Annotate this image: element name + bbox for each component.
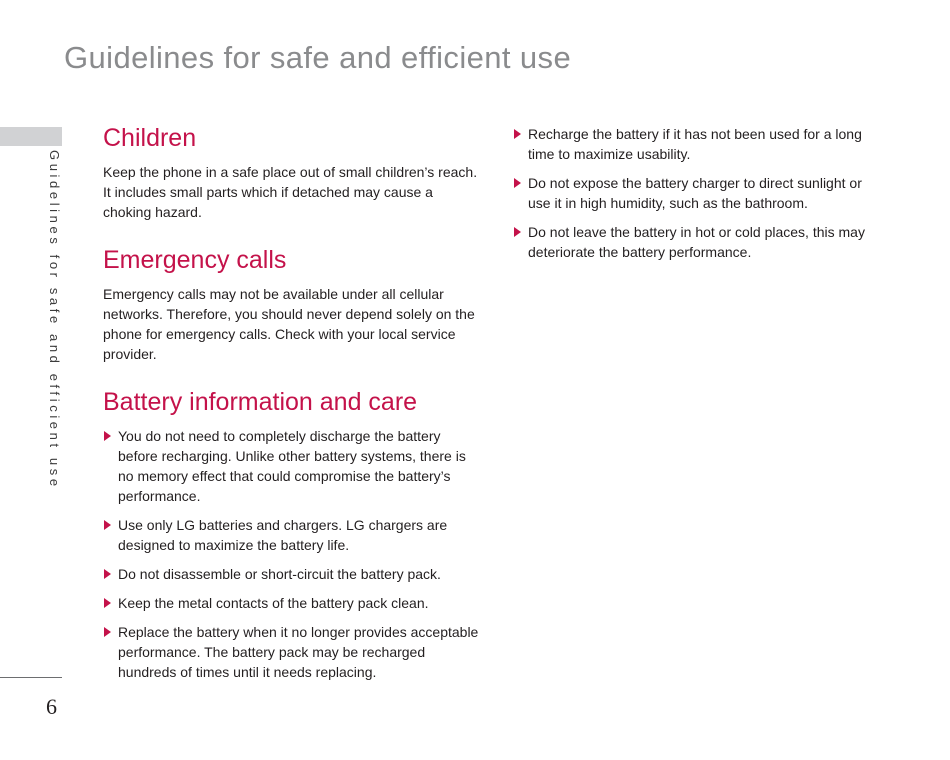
- list-item-text: Do not expose the battery charger to direct sunlight or use it in high humidity, such as the bathroom.: [528, 175, 862, 211]
- battery-bullet-list-left: [103, 426, 483, 682]
- triangle-bullet-icon: [104, 431, 111, 441]
- list-item-text: Replace the battery when it no longer provides acceptable performance. The battery pack may be recharged hundreds of times until it needs replacing.: [118, 624, 479, 680]
- list-item-text: Use only LG batteries and chargers. LG chargers are designed to maximize the battery life.: [118, 517, 448, 553]
- list-item: [513, 173, 888, 213]
- triangle-bullet-icon: [514, 227, 521, 237]
- list-item: [103, 622, 483, 682]
- page-title: Guidelines for safe and efficient use: [64, 40, 572, 75]
- list-item-text: Do not disassemble or short-circuit the battery pack.: [118, 566, 441, 582]
- list-item: [103, 564, 483, 584]
- triangle-bullet-icon: [104, 569, 111, 579]
- emergency-text: Emergency calls may not be available under all cellular networks. Therefore, you should never depend solely on the phone for emergency calls. Check with your local service provider.: [103, 286, 475, 362]
- triangle-bullet-icon: [104, 598, 111, 608]
- list-item: [103, 426, 483, 506]
- triangle-bullet-icon: [104, 520, 111, 530]
- page-number: 6: [46, 694, 57, 719]
- emergency-section: [103, 244, 483, 364]
- list-item-text: You do not need to completely discharge the battery before recharging. Unlike other battery systems, there is no memory effect that could compromise the battery’s performance.: [118, 428, 466, 504]
- list-item: [513, 124, 888, 164]
- triangle-bullet-icon: [514, 178, 521, 188]
- triangle-bullet-icon: [514, 129, 521, 139]
- left-column: [103, 122, 483, 691]
- list-item-text: Keep the metal contacts of the battery pack clean.: [118, 595, 429, 611]
- battery-section: [103, 386, 483, 682]
- right-column: [513, 124, 888, 271]
- side-section-label: Guidelines for safe and efficient use: [47, 150, 62, 490]
- list-item: [513, 222, 888, 262]
- battery-heading: Battery information and care: [103, 388, 418, 416]
- list-item: [103, 593, 483, 613]
- children-text: Keep the phone in a safe place out of small children’s reach. It includes small parts which if detached may cause a choking hazard.: [103, 164, 478, 220]
- side-tab-bar: [0, 127, 62, 146]
- triangle-bullet-icon: [104, 627, 111, 637]
- list-item-text: Recharge the battery if it has not been used for a long time to maximize usability.: [528, 126, 862, 162]
- children-section: [103, 122, 483, 222]
- list-item-text: Do not leave the battery in hot or cold places, this may deteriorate the battery performance.: [528, 224, 865, 260]
- list-item: [103, 515, 483, 555]
- children-heading: Children: [103, 124, 197, 152]
- emergency-heading: Emergency calls: [103, 246, 287, 274]
- footer-divider: [0, 677, 62, 678]
- battery-bullet-list-right: [513, 124, 888, 262]
